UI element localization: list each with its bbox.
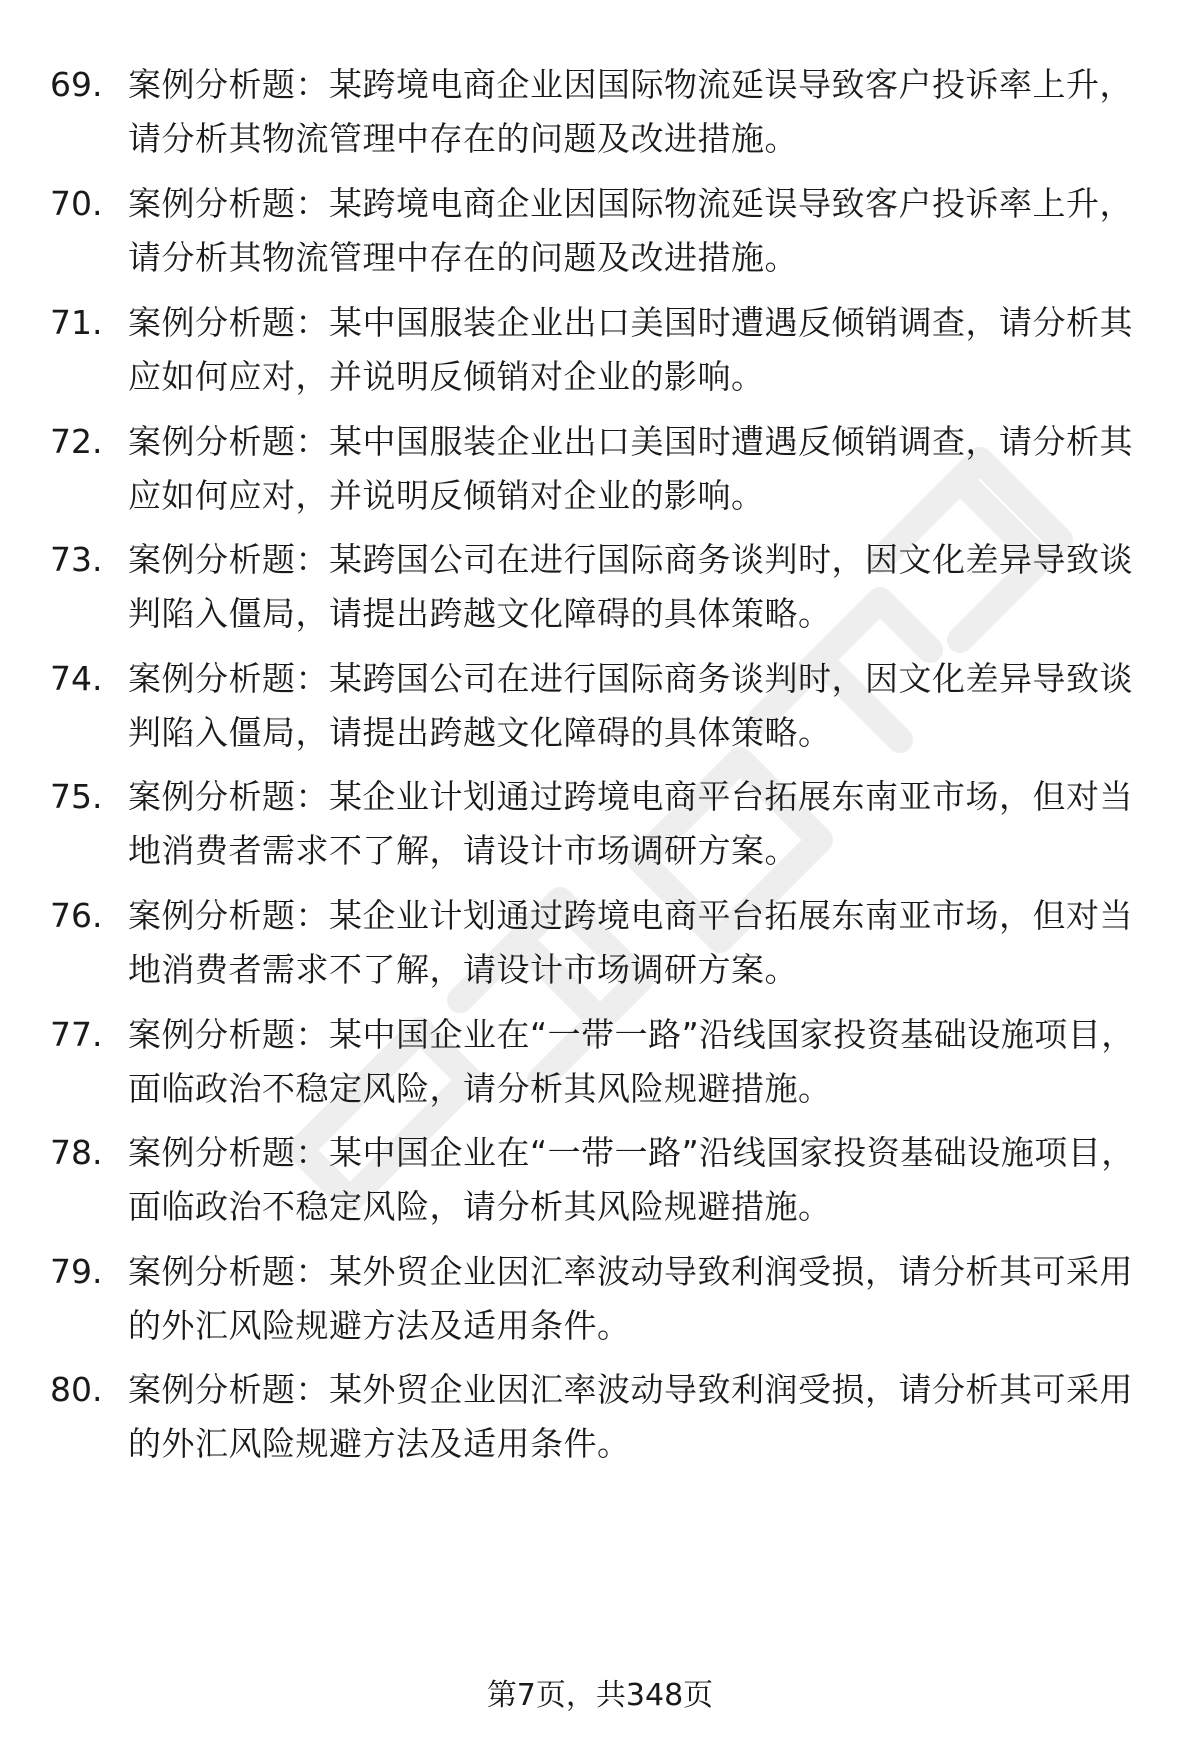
question-item-79 (0, 1245, 1200, 1355)
question-text: 案例分析题：某跨国公司在进行国际商务谈判时，因文化差异导致谈判陷入僵局，请提出跨越文化障碍的具体策略。 (128, 659, 1133, 752)
page-number-footer: 第7页，共348页 (486, 1678, 714, 1713)
question-item-80 (0, 1363, 1200, 1473)
question-item-74 (0, 652, 1200, 762)
question-item-73 (0, 533, 1200, 643)
question-number: 70. (50, 184, 103, 223)
question-number: 74. (50, 659, 103, 698)
question-number: 71. (50, 303, 103, 342)
question-number: 75. (50, 777, 103, 816)
question-number: 69. (50, 65, 103, 104)
question-text: 案例分析题：某中国企业在“一带一路”沿线国家投资基础设施项目，面临政治不稳定风险，请分析其风险规避措施。 (128, 1133, 1135, 1226)
question-number: 78. (50, 1133, 103, 1172)
question-item-69 (0, 58, 1200, 168)
question-text: 案例分析题：某跨境电商企业因国际物流延误导致客户投诉率上升，请分析其物流管理中存在的问题及改进措施。 (128, 65, 1133, 158)
question-text: 案例分析题：某中国企业在“一带一路”沿线国家投资基础设施项目，面临政治不稳定风险，请分析其风险规避措施。 (128, 1015, 1135, 1108)
question-number: 77. (50, 1015, 103, 1054)
question-number: 80. (50, 1370, 103, 1409)
question-text: 案例分析题：某中国服装企业出口美国时遭遇反倾销调查，请分析其应如何应对，并说明反倾销对企业的影响。 (128, 422, 1133, 515)
question-number: 72. (50, 422, 103, 461)
question-number: 76. (50, 896, 103, 935)
question-text: 案例分析题：某跨境电商企业因国际物流延误导致客户投诉率上升，请分析其物流管理中存在的问题及改进措施。 (128, 184, 1133, 277)
question-text: 案例分析题：某企业计划通过跨境电商平台拓展东南亚市场，但对当地消费者需求不了解，请设计市场调研方案。 (128, 896, 1133, 989)
question-item-76 (0, 889, 1200, 999)
question-text: 案例分析题：某外贸企业因汇率波动导致利润受损，请分析其可采用的外汇风险规避方法及适用条件。 (128, 1370, 1133, 1463)
question-number: 73. (50, 540, 103, 579)
question-text: 案例分析题：某跨国公司在进行国际商务谈判时，因文化差异导致谈判陷入僵局，请提出跨越文化障碍的具体策略。 (128, 540, 1133, 633)
question-number: 79. (50, 1252, 103, 1291)
question-item-78 (0, 1126, 1200, 1236)
question-text: 案例分析题：某外贸企业因汇率波动导致利润受损，请分析其可采用的外汇风险规避方法及适用条件。 (128, 1252, 1133, 1345)
question-text: 案例分析题：某中国服装企业出口美国时遭遇反倾销调查，请分析其应如何应对，并说明反倾销对企业的影响。 (128, 303, 1133, 396)
question-item-75 (0, 770, 1200, 880)
question-item-71 (0, 296, 1200, 406)
question-text: 案例分析题：某企业计划通过跨境电商平台拓展东南亚市场，但对当地消费者需求不了解，请设计市场调研方案。 (128, 777, 1133, 870)
question-item-72 (0, 415, 1200, 525)
question-item-70 (0, 177, 1200, 287)
question-item-77 (0, 1008, 1200, 1118)
